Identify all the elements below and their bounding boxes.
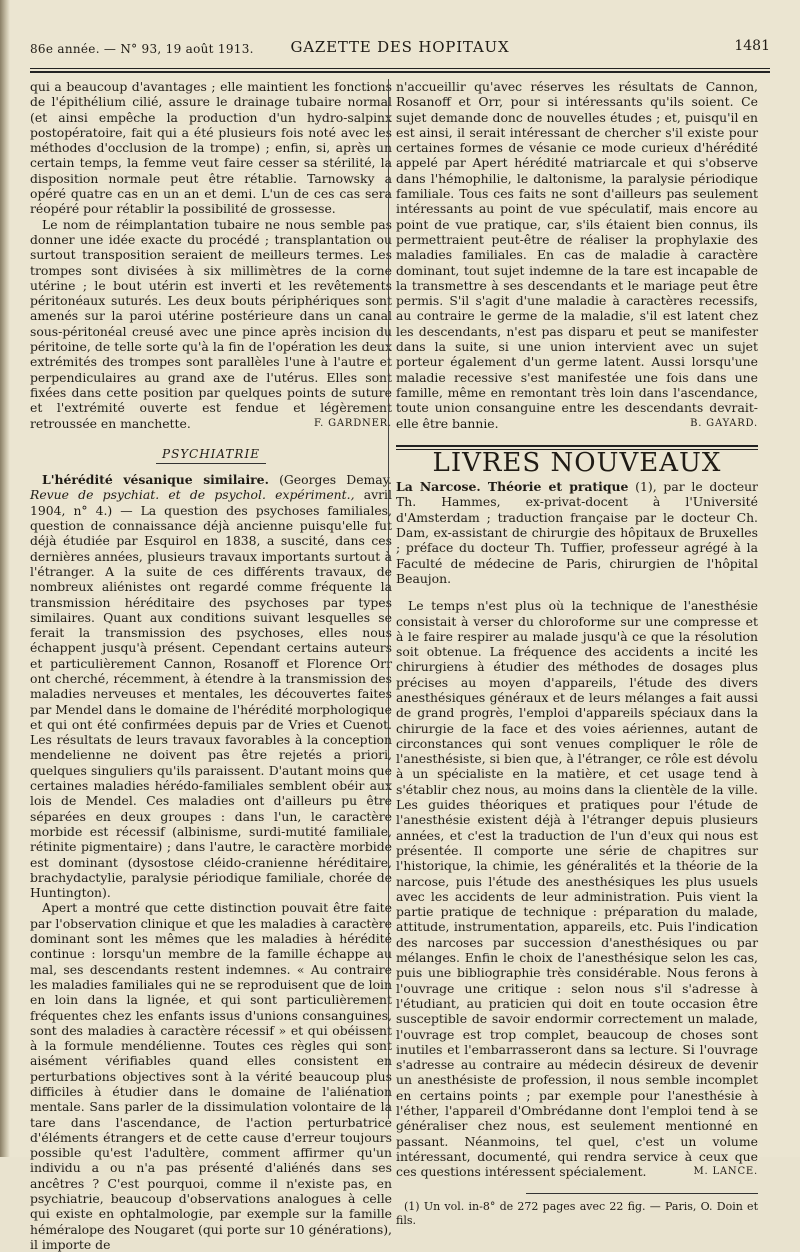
left-column <box>30 79 392 1252</box>
section-title-livres-nouveaux: LIVRES NOUVEAUX <box>432 447 722 478</box>
page-number: 1481 <box>734 38 770 54</box>
masthead <box>30 36 770 66</box>
footnote: (1) Un vol. in-8° de 272 pages avec 22 fig. — Paris, O. Doin et fils. <box>396 1200 758 1228</box>
paragraph: qui a beaucoup d'avantages ; elle maintient les fonctions de l'épithélium cilié, assure le drainage tubaire normal (et ainsi empêche la production d'un hydro-salpinx postopératoire, fait qui a été plusieurs fois noté avec les méthodes d'occlusion de la trompe) ; enfin, si, après un certain temps, la femme veut faire cesser sa stérilité, la disposition normale peut être rétablie. Tarnowsky a opéré quatre cas en un an et demi. L'un de ces cas sera réopéré pour rétablir la possibilité de grossesse. <box>30 79 392 217</box>
right-column <box>396 79 758 1228</box>
publication-title: GAZETTE DES HOPITAUX <box>290 38 510 56</box>
review-paragraph: Le temps n'est plus où la technique de l'anesthésie consistait à verser du chloroforme sur une compresse et à le faire respirer au malade jusqu'à ce que la résolution soit obtenue. La fréquence des accidents a incité les chirurgiens à étudier des méthodes de dosages plus précises au moyen d'appareils, l'étude des divers anesthésiques généraux et de leurs mélanges a fait aussi de grand progrès, l'emploi d'appareils spéciaux dans la chirurgie de la face et des voies aériennes, autant de circonstances qui sont venues compliquer le rôle de l'anesthésiste, si bien que, à l'étranger, ce rôle est dévolu à un spécialiste en la matière, et cet usage tend à s'établir chez nous, au moins dans la clientèle de la ville. Les guides théoriques et pratiques pour l'étude de l'anesthésie existent déjà à l'étranger depuis plusieurs années, et c'est la traduction de l'un d'eux qui nous est présentée. Il comporte une série de chapitres sur l'historique, la chimie, les généralités et la théorie de la narcose, puis l'étude des anesthésiques les plus usuels avec les accidents de leur administration. Puis vient la partie pratique de technique : préparation du malade, attitude, instrumentation, appareils, etc. Puis l'indication des narcoses par succession d'anesthésiques ou par mélanges. Enfin le choix de l'anesthésique selon les cas, puis une bibliographie très considérable. Nous ferons à l'ouvrage une critique : selon nous s'il s'adresse à l'étudiant, au praticien qui doit en toute occasion être susceptible de savoir endormir correctement un malade, l'ouvrage est trop complet, beaucoup de choses sont inutiles et l'embarrasseront dans sa lecture. Si l'ouvrage s'adresse au contraire au médecin désireux de devenir un anesthésiste de profession, il nous semble incomplet en certains points ; par exemple pour l'anesthésie à l'éther, l'appareil d'Ombrédanne dont l'emploi tend à se généraliser chez nous, est seulement mentionné en passant. Néanmoins, tel quel, c'est un volume intéressant, documenté, qui rendra service à ceux que ces questions intéressent spécialement. M. LANCE. <box>396 598 758 1180</box>
page-binding-edge <box>0 0 10 1157</box>
paragraph: Le nom de réimplantation tubaire ne nous semble pas donner une idée exacte du procédé ; transplantation ou surtout transposition seraient de meilleurs termes. Les trompes sont divisées à six millimètres de la corne utérine ; le bout utérin est inverti et les revêtements péritonéaux suturés. Les deux bouts périphériques sont amenés sur la paroi utérine postérieure dans un canal sous-péritonéal creusé avec une pince après incision du péritoine, de telle sorte qu'à la fin de l'opération les deux extrémités des trompes sont parallèles l'une à l'autre et perpendiculaires au grand axe de l'utérus. Elles sont fixées dans cette position par quelques points de suture et l'extrémité ouverte est fendue et légèrement retroussée en manchette. F. GARDNER. <box>30 216 392 431</box>
issue-info: 86e année. — N° 93, 19 août 1913. <box>30 42 254 56</box>
paragraph: Apert a montré que cette distinction pouvait être faite par l'observation clinique et que les maladies à caractère dominant sont les mêmes que les maladies à hérédité continue : lorsqu'un membre de la famille échappe au mal, ses descendants restent indemnes. « Au contraire les maladies familiales qui ne se reproduisent que de loin en loin dans la lignée, et qui sont particulièrement fréquentes chez les enfants issus d'unions consanguines, sont des maladies à caractère récessif » et qui obéissent à la formule mendélienne. Toutes ces règles qui sont aisément vérifiables quand elles consistent en perturbations objectives sont à la vérité beaucoup plus difficiles à étudier dans le domaine de l'aliénation mentale. Sans parler de la dissimulation volontaire de la tare dans l'ascendance, de l'action perturbatrice d'éléments étrangers et de cette cause d'erreur toujours possible qu'est l'adultère, comment affirmer qu'un individu a ou n'a pas présenté d'aliénés dans ses ancêtres ? C'est pourquoi, comme il n'existe pas, en psychiatrie, beaucoup d'observations analogues à celle qui existe en ophtalmologie, par exemple sur la famille héméralope des Nougaret (qui porte sur 10 générations), il importe de <box>30 900 392 1252</box>
citation-author: (Georges Demay. <box>279 472 392 488</box>
paragraph: n'accueillir qu'avec réserves les résultats de Cannon, Rosanoff et Orr, pour si intéressants qu'ils soient. Ce sujet demande donc de nouvelles études ; et, puisqu'il en est ainsi, il serait intéressant de chercher s'il existe pour certaines formes de vésanie ce mode curieux d'hérédité appelé par Apert hérédité matriarcale et qui s'observe dans l'hémophilie, le daltonisme, la paralysie périodique familiale. Tous ces faits ne sont d'ailleurs pas seulement intéressants au point de vue spéculatif, mais encore au point de vue pratique, car, s'ils étaient bien connus, ils permettraient peut-être de réaliser la prophylaxie des maladies familiales. En cas de maladie à caractère dominant, tout sujet indemne de la tare est incapable de la transmettre à ses descendants et le mariage peut être permis. S'il s'agit d'une maladie à caractères recessifs, au contraire le germe de la maladie, s'il est latent chez les descendants, n'est pas disparu et peut se manifester dans la suite, si une union intervient avec un sujet porteur également d'un germe latent. Aussi lorsqu'une maladie recessive s'est manifestée une fois dans une famille, même en remontant très loin dans l'ascendance, toute union consanguine entre les descendants devrait-elle être bannie. B. GAYARD. <box>396 79 758 431</box>
section-header-psychiatrie: PSYCHIATRIE <box>30 447 392 464</box>
article-paragraph: L'hérédité vésanique similaire. (Georges Demay. Revue de psychiat. et de psychol. expériment., avril 1904, n° 4.) — La question des psychoses familiales, question de connaissance déjà ancienne puisqu'elle fut déjà étudiée par Esquirol en 1838, a suscité, dans ces dernières années, plusieurs travaux importants surtout à l'étranger. A la suite de ces différents travaux, de nombreux aliénistes ont regardé comme fréquente la transmission héréditaire des psychoses par types similaires. Quant aux conditions suivant lesquelles se ferait la transmission des psychoses, elles nous échappent jusqu'à présent. Cependant certains auteurs et particulièrement Cannon, Rosanoff et Florence Orr ont cherché, récemment, à étendre à la transmission des maladies nerveuses et mentales, les découvertes faites par Mendel dans le domaine de l'hérédité morphologique et qui ont été confirmées depuis par de Vries et Cuenot. Les résultats de leurs travaux favorables à la conception mendelienne ne doivent pas être rejetés a priori, quelques singuliers qu'ils paraissent. D'autant moins que certaines maladies hérédo-familiales semblent obéir aux lois de Mendel. Ces maladies ont d'ailleurs pu être séparées en deux groupes : dans l'un, le caractère morbide est récessif (albinisme, surdi-mutité familiale, rétinite pigmentaire) ; dans l'autre, le caractère morbide est dominant (dysostose cléido-cranienne héréditaire, brachydactylie, paralysie périodique familiale, chorée de Huntington). <box>30 472 392 901</box>
column-divider <box>388 79 389 1119</box>
author-signature: M. LANCE. <box>693 1166 758 1178</box>
article-title: L'hérédité vésanique similaire. <box>42 472 269 488</box>
author-signature: B. GAYARD. <box>690 417 758 429</box>
book-credits: par le docteur Th. Hammes, ex-privat-docent à l'Université d'Amsterdam ; traduction française par le docteur Ch. Dam, ex-assistant de chirurgie des hôpitaux de Bruxelles ; préface du docteur Th. Tuffier, professeur agrégé à la Faculté de médecine de Paris, chirurgien de l'hôpital Beaujon. <box>396 479 758 586</box>
masthead-rule-bottom <box>30 71 770 73</box>
book-title: La Narcose. Théorie et pratique <box>396 479 629 495</box>
footnote-rule <box>526 1193 758 1194</box>
book-footnote-ref: (1), <box>635 479 657 495</box>
masthead-rule-top <box>30 68 770 69</box>
book-entry <box>396 479 758 586</box>
citation-date: avril 1904, n° 4.) <box>30 487 392 518</box>
author-signature: F. GARDNER. <box>313 417 392 429</box>
citation-journal: Revue de psychiat. et de psychol. expériment., <box>30 487 355 503</box>
